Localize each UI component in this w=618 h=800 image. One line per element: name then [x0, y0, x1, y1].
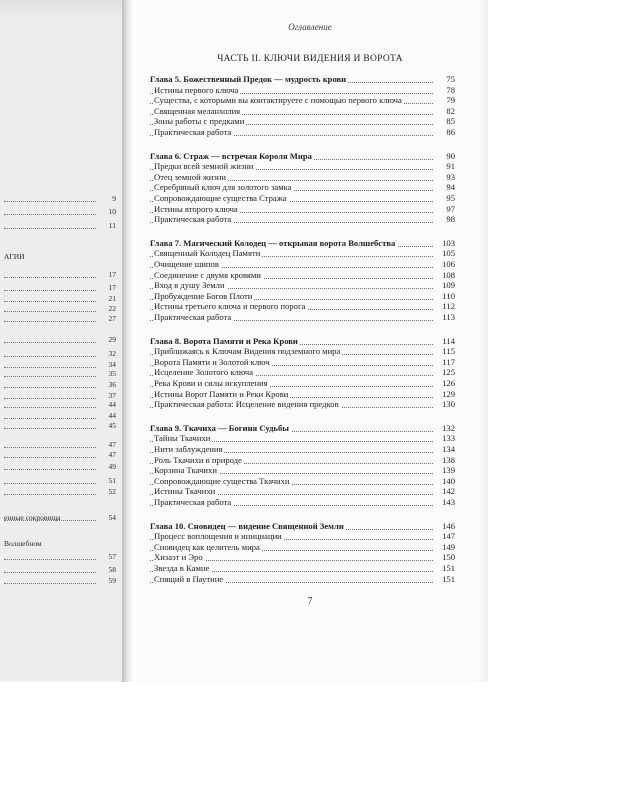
chapter-title: Глава 5. Божественный Предок — мудрость крови: [150, 74, 347, 84]
entry-title: Существа, с которыми вы контактируете с помощью первого ключа: [154, 95, 402, 106]
entry-title: Роль Ткачихи в природе: [154, 454, 242, 465]
dot-leader: [4, 572, 96, 573]
chapter-title: Глава 8. Ворота Памяти и Река Крови: [150, 335, 298, 346]
entry-title: Священная меланхолия: [154, 105, 241, 116]
left-page-entry: [0, 411, 118, 421]
entry-title: Корзина Ткачихи: [154, 465, 217, 476]
toc-entry: [150, 127, 455, 138]
toc-page-number: 75: [433, 74, 455, 85]
left-page-entry: [0, 450, 118, 460]
entry-title: Священный Колодец Памяти: [154, 248, 261, 259]
left-entry-page: 49: [108, 462, 116, 471]
entry-title: Очищение шипов: [154, 259, 219, 269]
left-page-entry: [0, 400, 118, 410]
entry-title: Тайны Ткачихи: [154, 433, 211, 444]
left-entry-page: 37: [108, 391, 116, 400]
left-entry-page: 17: [108, 270, 116, 279]
left-entry-page: 17: [108, 283, 116, 292]
dot-leader: [4, 356, 96, 357]
left-entry-page: 11: [108, 221, 116, 230]
toc-page-number: 151: [433, 563, 455, 574]
toc-page-number: 109: [433, 280, 455, 291]
left-entry-title: АГИИ: [4, 252, 25, 261]
left-page-entry: [0, 552, 118, 562]
left-entry-page: 54: [108, 513, 116, 522]
dot-leader: [4, 469, 96, 470]
left-entry-page: 34: [108, 360, 116, 369]
toc-entry: [150, 346, 455, 357]
left-entry-page: 35: [108, 369, 116, 378]
toc-page-number: 97: [433, 204, 455, 215]
dot-leader: [4, 387, 96, 388]
book-gutter: [122, 0, 132, 682]
left-page-entry: [0, 565, 118, 575]
dot-leader: [4, 457, 96, 458]
scan-background: [0, 682, 618, 800]
chapter-title: Глава 10. Сновидец — видение Священной Земли: [150, 520, 344, 531]
left-entry-page: 52: [108, 487, 116, 496]
left-page-entry: [0, 462, 118, 472]
left-entry-page: 44: [108, 411, 116, 420]
toc-entry: [150, 161, 455, 172]
entry-title: Соединение с двумя кровями: [154, 269, 261, 280]
entry-title: Приближаясь к Ключам Видения подземного мира: [154, 346, 341, 357]
toc-page-number: 78: [433, 85, 455, 96]
toc-entry: [150, 95, 455, 106]
chapter-title: Глава 9. Ткачиха — Богиня Судьбы: [150, 422, 289, 433]
left-entry-page: 10: [108, 207, 116, 216]
toc-entry: [150, 280, 455, 291]
left-entry-page: 36: [108, 380, 116, 389]
toc-page-number: 91: [433, 161, 455, 172]
toc-page-number: 82: [433, 106, 455, 117]
toc-page-number: 98: [433, 214, 455, 225]
entry-title: Пробуждение Богов Плоти: [154, 290, 253, 301]
dot-leader: [4, 277, 96, 278]
toc-entry: [150, 574, 455, 585]
toc-page-number: 108: [433, 270, 455, 281]
dot-leader: [4, 201, 96, 202]
left-page-entry: [0, 539, 118, 549]
toc-entry: [150, 270, 455, 281]
toc-page-number: 134: [433, 444, 455, 455]
toc-page-number: 129: [433, 389, 455, 400]
left-entry-page: 57: [108, 552, 116, 561]
dot-leader: [4, 447, 96, 448]
toc-entry: [150, 399, 455, 410]
entry-title: Звезда в Камне: [154, 563, 210, 573]
entry-title: Нити заблуждения: [154, 444, 223, 454]
toc-entry: [150, 182, 455, 193]
left-entry-page: 58: [108, 565, 116, 574]
toc-chapter: [150, 74, 455, 85]
toc-page-number: 132: [433, 423, 455, 434]
entry-title: Отец земной жизни: [154, 171, 226, 182]
toc-entry: [150, 259, 455, 270]
entry-title: Исцеление Золотого ключа: [154, 367, 254, 378]
toc-page-number: 106: [433, 259, 455, 270]
left-entry-page: 59: [108, 576, 116, 585]
running-head: Оглавление: [288, 22, 332, 32]
entry-title: Практическая работа: [154, 312, 232, 322]
left-page-entry: [0, 194, 118, 204]
toc-page-number: 125: [433, 367, 455, 378]
toc-page-number: 95: [433, 193, 455, 204]
left-entry-page: 47: [108, 440, 116, 449]
toc-page-number: 130: [433, 399, 455, 410]
entry-title: Река Крови и силы искупления: [154, 378, 268, 388]
toc-page-number: 90: [433, 151, 455, 162]
part-title: ЧАСТЬ II. КЛЮЧИ ВИДЕНИЯ И ВОРОТА: [217, 54, 403, 64]
entry-title: Серебряный ключ для золотого замка: [154, 182, 292, 193]
toc-page-number: 117: [433, 357, 455, 368]
left-page-entry: [0, 252, 118, 262]
toc-entry: [150, 531, 455, 542]
toc-entry: [150, 301, 455, 312]
toc-page-number: 149: [433, 542, 455, 553]
left-page-entry: [0, 369, 118, 379]
toc-entry: [150, 486, 455, 497]
toc-entry: [150, 455, 455, 466]
toc-entry: [150, 497, 455, 508]
toc-page-number: 105: [433, 248, 455, 259]
dot-leader: [4, 398, 96, 399]
left-page-entry: [0, 380, 118, 390]
left-entry-page: 45: [108, 421, 116, 430]
toc-page-number: 112: [433, 301, 455, 312]
toc-page-number: 151: [433, 574, 455, 585]
entry-title: Зоны работы с предками: [154, 116, 245, 127]
toc-page-number: 142: [433, 486, 455, 497]
left-page-entry: [0, 513, 118, 523]
left-entry-page: 21: [108, 294, 116, 303]
toc-page-number: 133: [433, 433, 455, 444]
left-page-entry: [0, 270, 118, 280]
dot-leader: [4, 428, 96, 429]
toc-page-number: 143: [433, 497, 455, 508]
toc-chapter: [150, 336, 455, 347]
dot-leader: [4, 321, 96, 322]
toc-entry: [150, 444, 455, 455]
left-entry-title: енные сокровища: [4, 513, 61, 522]
dot-leader: [4, 290, 96, 291]
left-page-entry: [0, 487, 118, 497]
left-page-entry: [0, 221, 118, 231]
left-entry-title: Волшебном: [4, 539, 42, 548]
entry-title: Практическая работа: Исцеление видения предков: [154, 399, 339, 410]
dot-leader: [4, 342, 96, 343]
toc-entry: [150, 248, 455, 259]
left-page-entry: [0, 476, 118, 486]
toc-page-number: 146: [433, 521, 455, 532]
dot-leader: [4, 367, 96, 368]
toc-entry: [150, 116, 455, 127]
entry-title: Сопровождающие существа Ткачихи: [154, 475, 290, 486]
left-entry-page: 51: [108, 476, 116, 485]
toc-entry: [150, 465, 455, 476]
entry-title: Истины третьего ключа и первого порога: [154, 301, 306, 312]
toc-page-number: 110: [433, 291, 455, 302]
page-number: 7: [307, 596, 313, 607]
dot-leader: [4, 583, 96, 584]
left-page-fragment: [0, 0, 122, 682]
toc-page-number: 85: [433, 116, 455, 127]
left-entry-page: 47: [108, 450, 116, 459]
toc-page-number: 114: [433, 336, 455, 347]
toc-chapter: [150, 151, 455, 162]
dot-leader: [4, 483, 96, 484]
toc-page-number: 139: [433, 465, 455, 476]
page-edge-shadow: [478, 0, 488, 682]
toc-page-number: 126: [433, 378, 455, 389]
toc-page-number: 79: [433, 95, 455, 106]
toc-entry: [150, 367, 455, 378]
toc-page-number: 140: [433, 476, 455, 487]
toc-page-number: 86: [433, 127, 455, 138]
entry-title: Истины Ворот Памяти и Реки Крови: [154, 388, 289, 399]
toc-entry: [150, 204, 455, 215]
entry-title: Спящий в Паутине: [154, 573, 224, 584]
dot-leader: [4, 407, 96, 408]
chapter-title: Глава 6. Страж — встречая Короля Мира: [150, 150, 312, 161]
toc-entry: [150, 389, 455, 400]
toc-page-number: 103: [433, 238, 455, 249]
toc-entry: [150, 552, 455, 563]
entry-title: Истины второго ключа: [154, 203, 238, 214]
left-page-entry: [0, 576, 118, 586]
entry-title: Сопровождающие существа Стража: [154, 193, 287, 203]
left-entry-page: 32: [108, 349, 116, 358]
entry-title: Предки всей земной жизни: [154, 161, 254, 172]
left-entry-page: 9: [112, 194, 116, 203]
toc-page-number: 150: [433, 552, 455, 563]
entry-title: Практическая работа: [154, 214, 232, 225]
toc-entry: [150, 214, 455, 225]
left-page-entry: [0, 207, 118, 217]
dot-leader: [4, 418, 96, 419]
dot-leader: [4, 494, 96, 495]
toc-page-number: 113: [433, 312, 455, 323]
entry-title: Сновидец как целитель мира: [154, 541, 260, 552]
left-page-entry: [0, 335, 118, 345]
dot-leader: [4, 214, 96, 215]
entry-title: Процесс воплощения и инициации: [154, 531, 282, 542]
left-page-entry: [0, 304, 118, 314]
left-entry-page: 44: [108, 400, 116, 409]
left-page-edge: [0, 0, 122, 18]
dot-leader: [4, 311, 96, 312]
entry-title: Практическая работа: [154, 497, 232, 507]
left-entry-page: 22: [108, 304, 116, 313]
dot-leader: [4, 376, 96, 377]
toc-page-number: 94: [433, 182, 455, 193]
entry-title: Истины Ткачихи: [154, 486, 216, 497]
entry-title: Практическая работа: [154, 127, 232, 137]
toc-entry: [150, 312, 455, 323]
entry-title: Вход в душу Земли: [154, 280, 225, 291]
toc-page-number: 115: [433, 346, 455, 357]
left-page-entry: [0, 421, 118, 431]
left-page-entry: [0, 440, 118, 450]
left-page-entry: [0, 294, 118, 304]
dot-leader: [4, 301, 96, 302]
left-entry-page: 27: [108, 314, 116, 323]
toc-page-number: 147: [433, 531, 455, 542]
dot-leader: [4, 559, 96, 560]
toc-page-number: 138: [433, 455, 455, 466]
toc-entry: [150, 378, 455, 389]
left-page-entry: [0, 349, 118, 359]
chapter-title: Глава 7. Магический Колодец — открывая ворота Волшебства: [150, 237, 396, 248]
toc-chapter: [150, 521, 455, 532]
toc-entry: [150, 193, 455, 204]
left-entry-page: 29: [108, 335, 116, 344]
toc-page-number: 93: [433, 172, 455, 183]
dot-leader: [4, 228, 96, 229]
entry-title: Истины первого ключа: [154, 84, 239, 95]
toc-entry: [150, 433, 455, 444]
left-page-entry: [0, 314, 118, 324]
left-page-entry: [0, 283, 118, 293]
entry-title: Хизаэт и Эро: [154, 552, 203, 563]
toc-entry: [150, 563, 455, 574]
entry-title: Ворота Памяти и Золотой ключ: [154, 356, 270, 367]
toc-entry: [150, 85, 455, 96]
